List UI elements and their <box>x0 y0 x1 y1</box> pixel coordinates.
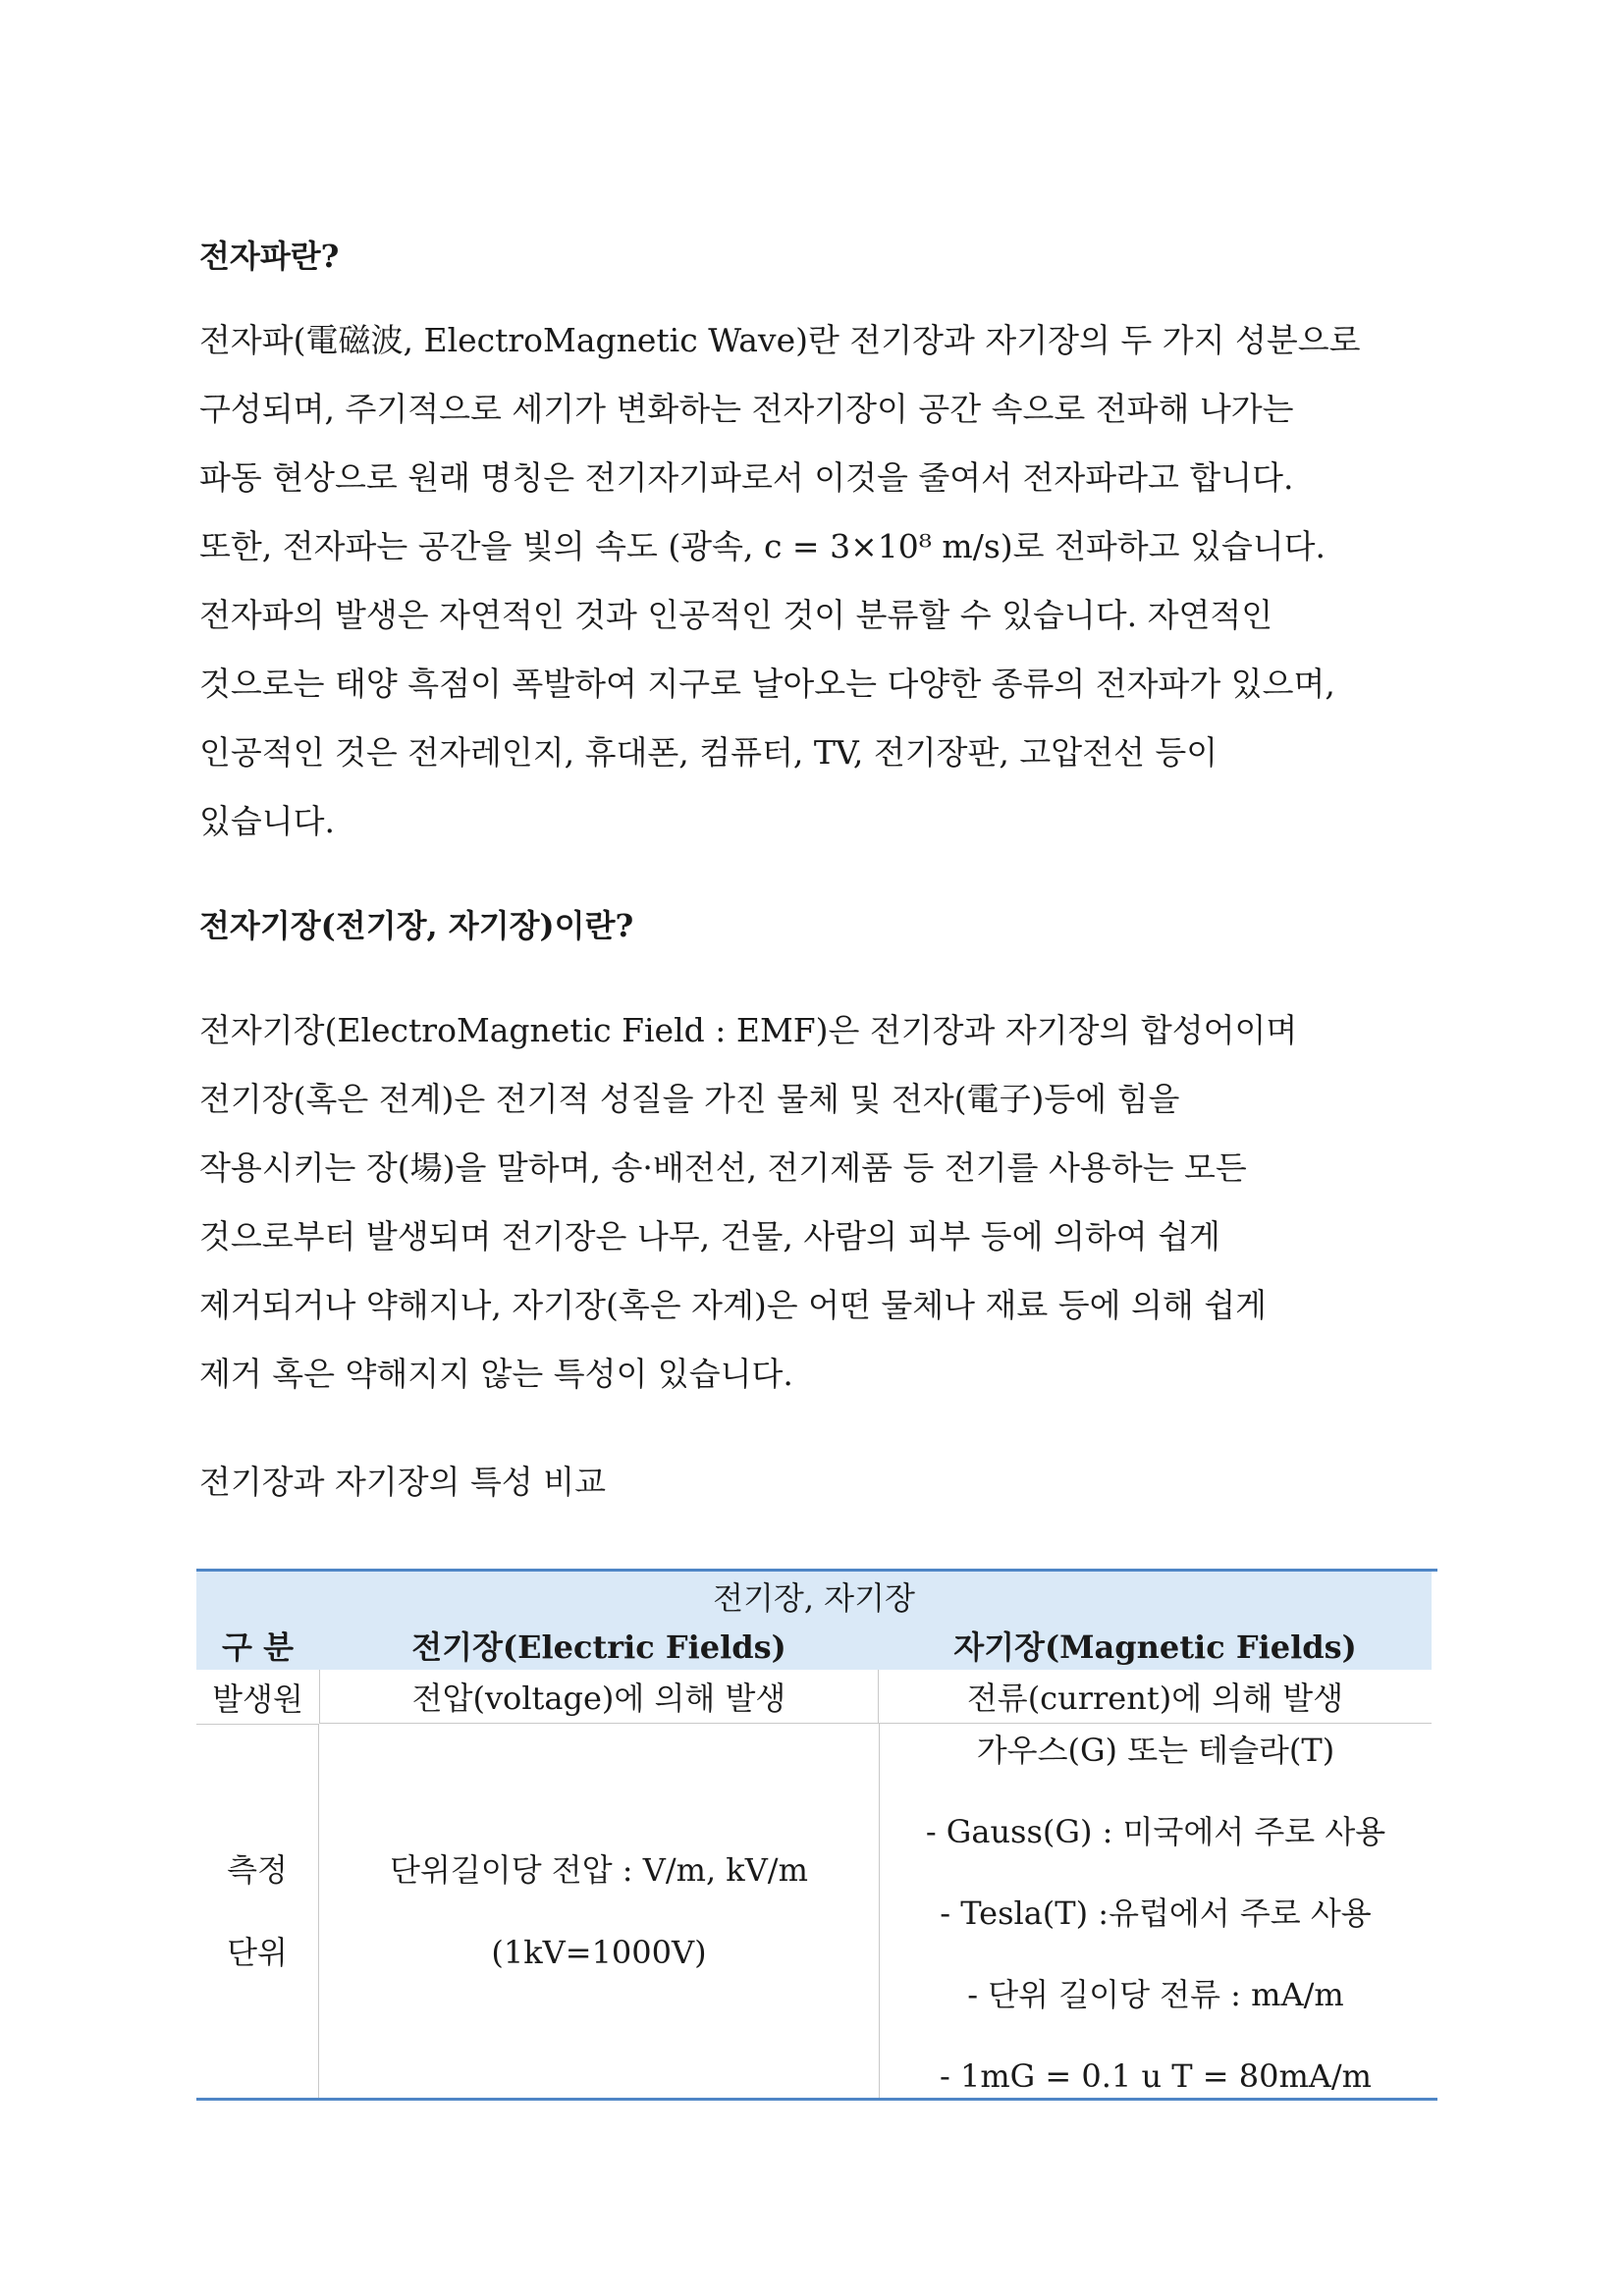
text-line: 전자파의 발생은 자연적인 것과 인공적인 것이 분류할 수 있습니다. 자연적인 <box>199 596 1273 634</box>
cell-electric-source: 전압(voltage)에 의해 발생 <box>319 1670 879 1724</box>
cell-magnetic-unit-line: 가우스(G) 또는 테슬라(T) <box>976 1732 1335 1769</box>
row-label-source: 발생원 <box>212 1680 303 1718</box>
cell-electric-unit-line: (1kV=1000V) <box>491 1933 707 1971</box>
cell-magnetic-source: 전류(current)에 의해 발생 <box>879 1670 1432 1724</box>
text-line: 파동 현상으로 원래 명칭은 전기자기파로서 이것을 줄여서 전자파라고 합니다. <box>199 458 1294 497</box>
text-line: 전자기장(ElectroMagnetic Field : EMF)은 전기장과 자기장의 합성어이며 <box>199 1011 1298 1049</box>
cell-electric-unit <box>319 1724 879 2098</box>
text-line: 인공적인 것은 전자레인지, 휴대폰, 컴퓨터, TV, 전기장판, 고압전선 등이 <box>199 733 1218 772</box>
text-line: 또한, 전자파는 공간을 빛의 속도 (광속, c = 3×10⁸ m/s)로 전파하고 있습니다. <box>199 527 1326 565</box>
text-line: 전기장(혹은 전계)은 전기적 성질을 가진 물체 및 전자(電子)등에 힘을 <box>199 1080 1180 1118</box>
text-line: 전자파(電磁波, ElectroMagnetic Wave)란 전기장과 자기장의 두 가지 성분으로 <box>199 321 1361 359</box>
section-heading-em-field: 전자기장(전기장, 자기장)이란? <box>199 907 634 944</box>
comparison-table <box>196 1569 1437 2101</box>
text-line: 것으로부터 발생되며 전기장은 나무, 건물, 사람의 피부 등에 의하여 쉽게 <box>199 1217 1220 1255</box>
text-line: 것으로는 태양 흑점이 폭발하여 지구로 날아오는 다양한 종류의 전자파가 있으며, <box>199 665 1335 703</box>
section-heading-em-wave: 전자파란? <box>199 238 340 275</box>
row-label-unit-line: 단위 <box>227 1934 288 1971</box>
cell-magnetic-unit-line: - Gauss(G) : 미국에서 주로 사용 <box>925 1813 1386 1850</box>
row-label-unit <box>196 1724 319 2098</box>
text-line: 있습니다. <box>199 802 336 840</box>
cell-magnetic-unit <box>879 1724 1432 2098</box>
row-label-unit-line: 측정 <box>227 1851 288 1889</box>
text-line: 제거되거나 약해지나, 자기장(혹은 자계)은 어떤 물체나 재료 등에 의해 쉽게 <box>199 1286 1267 1324</box>
cell-magnetic-unit-line: - 1mG = 0.1 u T = 80mA/m <box>939 2057 1373 2095</box>
table-title: 전기장, 자기장 <box>196 1572 1432 1621</box>
table-header-electric: 전기장(Electric Fields) <box>319 1621 879 1670</box>
paragraph-em-field <box>199 996 1466 1409</box>
paragraph-em-wave <box>199 306 1466 856</box>
text-line: 제거 혹은 약해지지 않는 특성이 있습니다. <box>199 1355 793 1393</box>
table-header-category: 구 분 <box>196 1621 319 1670</box>
table-header-magnetic: 자기장(Magnetic Fields) <box>879 1621 1432 1670</box>
cell-electric-unit-line: 단위길이당 전압 : V/m, kV/m <box>390 1850 808 1889</box>
text-line: 작용시키는 장(場)을 말하며, 송·배전선, 전기제품 등 전기를 사용하는 모든 <box>199 1148 1247 1187</box>
cell-magnetic-unit-line: - 단위 길이당 전류 : mA/m <box>967 1976 1344 2013</box>
cell-magnetic-unit-line: - Tesla(T) :유럽에서 주로 사용 <box>940 1895 1372 1932</box>
table-caption: 전기장과 자기장의 특성 비교 <box>199 1463 607 1501</box>
text-line: 구성되며, 주기적으로 세기가 변화하는 전자기장이 공간 속으로 전파해 나가는 <box>199 390 1294 428</box>
